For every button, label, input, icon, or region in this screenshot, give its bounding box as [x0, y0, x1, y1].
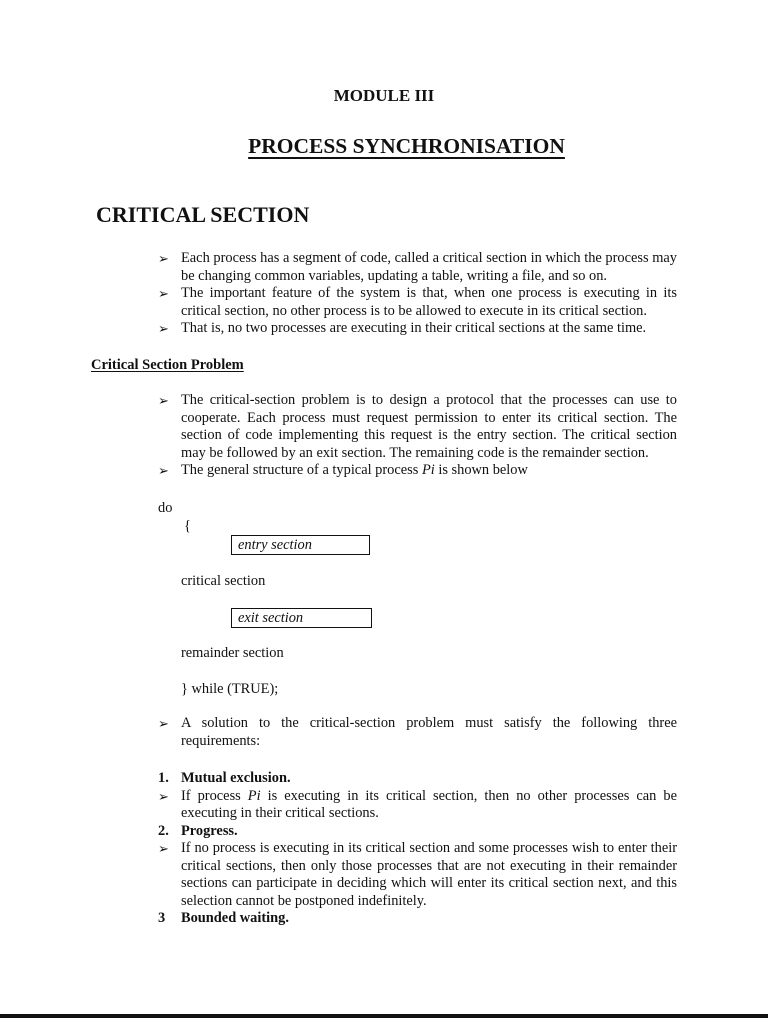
requirements-list: [158, 770, 677, 928]
list-item: ➢ The critical-section problem is to design a protocol that the processes can use to cooperate. Each process must request permission to enter its critical section. The section of code implementing this request is the entry section. The critical section may be followed by an exit section. The remaining code is the remainder section.: [158, 392, 677, 461]
arrow-bullet-icon: ➢: [158, 321, 169, 336]
requirement-title-mutual-exclusion: 1. Mutual exclusion.: [158, 770, 291, 786]
footer-rule: [0, 1014, 768, 1018]
critical-section-heading: CRITICAL SECTION: [96, 202, 310, 227]
entry-section-box: entry section: [231, 535, 370, 555]
requirement-text-progress: ➢ If no process is executing in its critical section and some processes wish to enter their critical sections, then only those processes that are not executing in their remainder sections can participate in deciding which will enter its critical section next, and this selection cannot be postponed indefinitely.: [158, 840, 677, 909]
critical-section-problem-heading: Critical Section Problem: [91, 357, 244, 373]
requirements-intro: [158, 715, 677, 750]
module-label: MODULE III: [333, 86, 435, 105]
list-item: ➢ Each process has a segment of code, called a critical section in which the process may be changing common variables, updating a table, writing a file, and so on.: [158, 250, 677, 284]
arrow-bullet-icon: ➢: [158, 463, 169, 478]
list-item: ➢ The general structure of a typical process Pi is shown below: [158, 462, 528, 478]
problem-bullets: [158, 392, 677, 480]
requirement-text-mutual-exclusion: ➢ If process Pi is executing in its critical section, then no other processes can be executing in their critical sections.: [158, 787, 677, 821]
arrow-bullet-icon: ➢: [158, 286, 169, 301]
arrow-bullet-icon: ➢: [158, 788, 169, 804]
critical-section-bullets: [158, 250, 677, 338]
list-item: ➢ The important feature of the system is that, when one process is executing in its critical section, no other process is to be allowed to execute in its critical section.: [158, 285, 677, 319]
requirement-title-bounded-waiting: 3 Bounded waiting.: [158, 910, 289, 926]
list-item: ➢ That is, no two processes are executing in their critical sections at the same time.: [158, 320, 647, 336]
page-title: PROCESS SYNCHRONISATION: [248, 134, 565, 158]
code-do: do: [158, 500, 173, 516]
code-open-brace: {: [184, 518, 191, 534]
code-critical-section: critical section: [181, 573, 266, 589]
list-item: ➢ A solution to the critical-section problem must satisfy the following three requirements:: [158, 715, 677, 749]
arrow-bullet-icon: ➢: [158, 251, 169, 266]
code-while-true: } while (TRUE);: [181, 681, 279, 697]
exit-section-box: exit section: [231, 608, 372, 628]
code-remainder-section: remainder section: [181, 645, 284, 661]
arrow-bullet-icon: ➢: [158, 716, 169, 731]
arrow-bullet-icon: ➢: [158, 841, 169, 856]
arrow-bullet-icon: ➢: [158, 393, 169, 408]
requirement-title-progress: 2. Progress.: [158, 822, 238, 839]
